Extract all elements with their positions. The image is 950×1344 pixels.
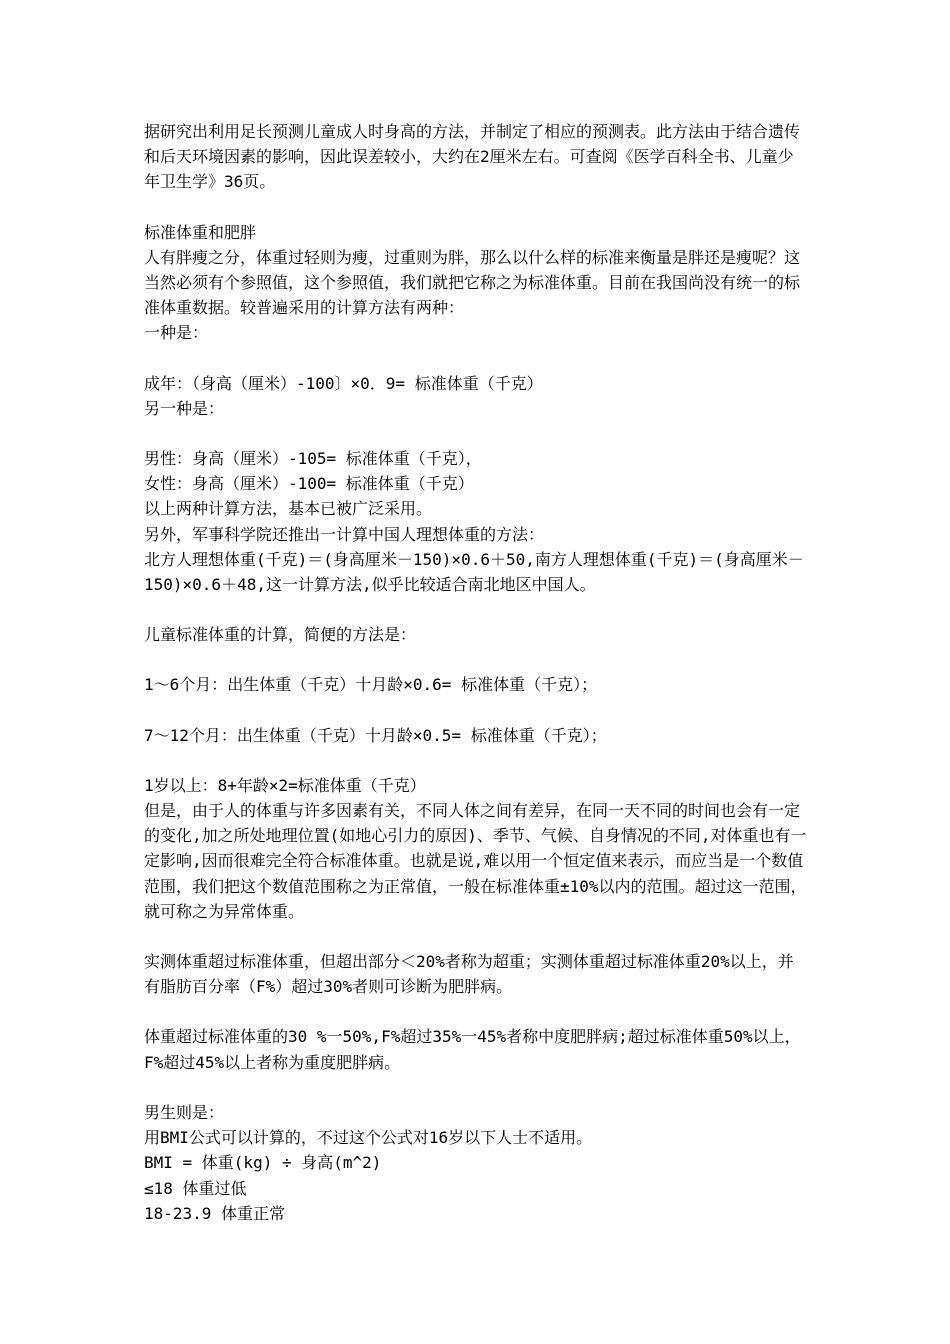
blank-line xyxy=(144,597,808,622)
document-body xyxy=(144,119,808,1226)
bmi-range-normal: 18-23.9 体重正常 xyxy=(144,1203,286,1223)
paragraph-method-two-label: 另一种是： xyxy=(144,398,225,418)
formula-female: 女性：身高（厘米）-100= 标准体重（千克） xyxy=(144,474,474,494)
formula-infant-1-6: 1～6个月：出生体重（千克）十月龄×0.6= 标准体重（千克）； xyxy=(144,675,598,695)
formula-bmi: BMI = 体重(kg) ÷ 身高(m^2) xyxy=(144,1153,382,1173)
paragraph-method-one-label: 一种是： xyxy=(144,323,209,343)
blank-line xyxy=(144,924,808,949)
paragraph-obesity-levels: 体重超过标准体重的30 %一50%,F%超过35%一45%者称中度肥胖病;超过标准体重50%以上，F%超过45%以上者称为重度肥胖病。 xyxy=(144,1027,801,1072)
bmi-range-underweight: ≤18 体重过低 xyxy=(144,1178,247,1198)
paragraph-academy-method: 另外，军事科学院还推出一计算中国人理想体重的方法： xyxy=(144,524,545,544)
paragraph-foot-length-prediction: 据研究出利用足长预测儿童成人时身高的方法，并制定了相应的预测表。此方法由于结合遗传和后天环境因素的影响，因此误差较小，大约在2厘米左右。可查阅《医学百科全书、儿童少年卫生学》36页。 xyxy=(144,122,801,192)
blank-line xyxy=(144,647,808,672)
section-heading-standard-weight: 标准体重和肥胖 xyxy=(144,222,257,242)
blank-line xyxy=(144,748,808,773)
paragraph-overweight: 实测体重超过标准体重，但超出部分＜20%者称为超重；实测体重超过标准体重20%以上，并有脂肪百分率（F%）超过30%者则可诊断为肥胖病。 xyxy=(144,952,794,997)
paragraph-male-label: 男生则是： xyxy=(144,1102,225,1122)
formula-adult: 成年：（身高（厘米）-100〕×0．9= 标准体重（千克） xyxy=(144,373,543,393)
formula-infant-7-12: 7～12个月：出生体重（千克）十月龄×0.5= 标准体重（千克）； xyxy=(144,725,607,745)
paragraph-normal-range: 但是，由于人的体重与许多因素有关，不同人体之间有差异，在同一天不同的时间也会有一定的变化,加之所处地理位置(如地心引力的原因)、季节、气候、自身情况的不同,对体重也有一定影响,因而很难完全符合标准体重。也就是说,难以用一个恒定值来表示，而应当是一个数值范围，我们把这个数值范围称之为正常值，一般在标准体重±10%以内的范围。超过这一范围，就可称之为异常体重。 xyxy=(144,801,807,921)
paragraph-standard-weight-intro: 人有胖瘦之分，体重过轻则为瘦，过重则为胖，那么以什么样的标准来衡量是胖还是瘦呢？这当然必须有个参照值，这个参照值，我们就把它称之为标准体重。目前在我国尚没有统一的标准体重数据。较普遍采用的计算方法有两种： xyxy=(144,247,801,318)
blank-line xyxy=(144,346,808,371)
blank-line xyxy=(144,999,808,1024)
paragraph-widely-adopted: 以上两种计算方法，基本已被广泛采用。 xyxy=(144,499,433,519)
blank-line xyxy=(144,195,808,220)
paragraph-children-intro: 儿童标准体重的计算，简便的方法是： xyxy=(144,625,417,645)
blank-line xyxy=(144,698,808,723)
formula-north-south: 北方人理想体重(千克)＝(身高厘米－150)×0.6＋50,南方人理想体重(千克)＝(身高厘米－150)×0.6＋48,这一计算方法,似乎比较适合南北地区中国人。 xyxy=(144,549,804,595)
formula-male: 男性：身高（厘米）-105= 标准体重（千克）， xyxy=(144,449,482,469)
formula-over-one-year: 1岁以上：8+年龄×2=标准体重（千克） xyxy=(144,775,426,795)
paragraph-bmi-intro: 用BMI公式可以计算的，不过这个公式对16岁以下人士不适用。 xyxy=(144,1128,593,1148)
blank-line xyxy=(144,421,808,446)
blank-line xyxy=(144,1075,808,1100)
